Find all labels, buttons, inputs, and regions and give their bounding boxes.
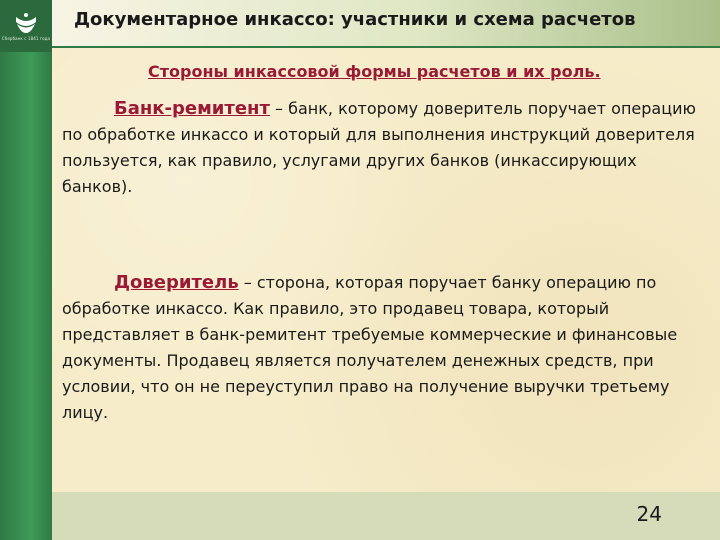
page-title: Документарное инкассо: участники и схема расчетов [74, 9, 636, 30]
left-decorative-bar [0, 0, 52, 540]
definition-principal: – сторона, которая поручает банку операцию по обработке инкассо. Как правило, это продавец товара, который представляет в банк-ремитент требуемые коммерческие и финансовые документы. Продавец является получателем денежных средств, при условии, что он не переуступил право на получение выручки третьему лицу. [62, 273, 678, 422]
sberbank-logo-icon [14, 12, 38, 34]
definition-remitting-bank: – банк, которому доверитель поручает операцию по обработке инкассо и который для выполнения инструкций доверителя пользуется, как правило, услугами других банков (инкассирующих банков). [62, 99, 696, 196]
term-remitting-bank: Банк-ремитент [114, 98, 270, 119]
logo [0, 0, 52, 52]
slide-content [52, 48, 720, 492]
term-principal: Доверитель [114, 272, 239, 293]
paragraph-remitting-bank [62, 96, 712, 200]
paragraph-principal [62, 270, 712, 426]
slide-footer [52, 492, 720, 540]
page-number: 24 [636, 502, 662, 526]
slide-header [52, 0, 720, 46]
logo-caption: Сбербанк с 1841 года [1, 35, 51, 41]
section-subtitle: Стороны инкассовой формы расчетов и их роль. [148, 62, 601, 81]
